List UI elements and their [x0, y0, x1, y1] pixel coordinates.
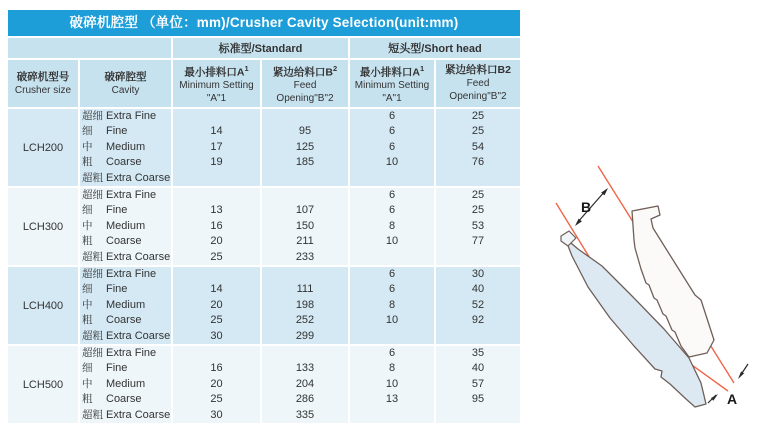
value-cell: 286	[295, 393, 315, 406]
value-cell: 10	[385, 377, 399, 390]
value-cell	[350, 171, 434, 186]
value-cell	[436, 408, 520, 423]
col-header-sh-feed-opening: 紧边给料口B2 Feed Opening"B"2	[436, 60, 520, 107]
value-cell	[350, 329, 434, 344]
cavity-label-en: Extra Fine	[106, 110, 157, 122]
value-cell: 16	[210, 219, 223, 232]
sh-feed-opening-cell	[436, 346, 520, 423]
cavity-label-zh: 细	[82, 283, 93, 296]
value-cell	[262, 188, 348, 203]
cavity-label-en: Extra Fine	[106, 268, 157, 280]
standard-group-header: 标准型/Standard	[173, 38, 348, 58]
cavity-label-zh: 粗	[82, 156, 93, 169]
cavity-row	[80, 377, 171, 392]
value-cell: 150	[295, 219, 315, 232]
cavity-row	[80, 188, 171, 203]
value-cell: 95	[471, 393, 485, 406]
value-cell: 8	[388, 298, 396, 311]
dim-a-arrowhead-upper	[738, 371, 744, 379]
value-cell: 30	[210, 329, 223, 342]
cavity-label-en: Extra Fine	[106, 347, 157, 359]
value-cell	[350, 408, 434, 423]
cavity-row	[80, 124, 171, 139]
value-cell: 40	[471, 283, 485, 296]
value-cell: 299	[295, 329, 315, 342]
cavity-label-zh: 超粗	[82, 171, 103, 184]
sh-min-setting-cell	[350, 267, 434, 344]
cavity-cell	[80, 267, 171, 344]
col-header-zh: 紧边给料口B	[272, 66, 333, 79]
cavity-label-zh: 中	[82, 140, 93, 153]
cavity-label-zh: 中	[82, 219, 93, 232]
std-feed-opening-cell	[262, 267, 348, 344]
value-cell: 8	[388, 362, 396, 375]
value-cell: 25	[210, 314, 223, 327]
cavity-row	[80, 109, 171, 124]
value-cell: 6	[388, 125, 396, 138]
cavity-cell	[80, 188, 171, 265]
cavity-label-en: Coarse	[106, 314, 142, 327]
col-header-sh-min-setting: 最小排料口$A^1$ Minimum Setting "A"1	[350, 60, 434, 107]
sh-feed-opening-cell	[436, 109, 520, 186]
value-cell	[262, 171, 348, 186]
cavity-label-en: Medium	[106, 298, 146, 311]
cavity-label-zh: 超粗	[82, 329, 103, 342]
col-header-std-feed-opening: 紧边给料口$B^2$ Feed Opening"B"2	[262, 60, 348, 107]
value-cell: 10	[385, 314, 399, 327]
crusher-size-label: LCH500	[22, 378, 64, 391]
value-cell	[436, 171, 520, 186]
value-cell: 25	[210, 393, 223, 406]
value-cell: 13	[385, 393, 399, 406]
std-min-setting-cell	[173, 346, 260, 423]
value-cell: 57	[471, 377, 485, 390]
sh-min-setting-cell	[350, 109, 434, 186]
cavity-label-en: Fine	[106, 362, 128, 375]
cavity-row	[80, 313, 171, 328]
value-cell	[262, 267, 348, 282]
cavity-label-en: Extra Fine	[106, 189, 157, 201]
value-cell: 14	[210, 283, 223, 296]
col-header-zh: 最小排料口A	[184, 66, 245, 79]
value-cell	[262, 109, 348, 124]
value-cell: 30	[210, 408, 223, 421]
cavity-label-en: Medium	[106, 219, 146, 232]
crusher-block	[8, 109, 520, 186]
cavity-row	[80, 203, 171, 218]
value-cell: 20	[210, 298, 223, 311]
cavity-label-zh: 超粗	[82, 250, 103, 263]
value-cell: 133	[295, 362, 315, 375]
col-header-en: Feed	[466, 78, 490, 89]
value-cell: 17	[210, 140, 223, 153]
crusher-block	[8, 346, 520, 423]
value-cell: 35	[471, 347, 485, 359]
dim-b-arrowhead-lower	[575, 219, 582, 226]
cavity-label-en: Extra Coarse	[106, 171, 171, 184]
cavity-row	[80, 329, 171, 344]
cavity-label-en: Medium	[106, 140, 146, 153]
cavity-label-zh: 超细	[82, 347, 103, 359]
value-cell: 19	[210, 156, 223, 169]
value-cell: 92	[471, 314, 485, 327]
cavity-row	[80, 267, 171, 282]
crusher-size-cell	[8, 346, 78, 423]
crusher-size-cell	[8, 109, 78, 186]
crusher-block	[8, 188, 520, 265]
col-header-crusher-size	[8, 60, 78, 107]
value-cell: 233	[295, 250, 315, 263]
value-cell	[350, 250, 434, 265]
value-cell: 25	[471, 110, 485, 122]
std-feed-opening-cell	[262, 346, 348, 423]
cavity-row	[80, 234, 171, 249]
value-cell: 211	[296, 235, 314, 248]
value-cell	[173, 188, 260, 203]
std-min-setting-cell	[173, 188, 260, 265]
cavity-row	[80, 250, 171, 265]
col-header-zh: 破碎机型号	[16, 70, 70, 83]
value-cell: 107	[295, 204, 315, 217]
cavity-label-zh: 超细	[82, 110, 103, 122]
crusher-cavity-table	[8, 10, 520, 423]
crusher-size-label: LCH200	[22, 141, 64, 154]
std-feed-opening-cell	[262, 188, 348, 265]
sh-min-setting-cell	[350, 188, 434, 265]
value-cell: 20	[210, 235, 223, 248]
value-cell	[436, 250, 520, 265]
col-header-zh: 破碎腔型	[104, 70, 147, 83]
std-feed-opening-cell	[262, 109, 348, 186]
cavity-label-zh: 中	[82, 298, 93, 311]
value-cell: 8	[388, 219, 396, 232]
cavity-label-zh: 细	[82, 204, 93, 217]
cavity-row	[80, 361, 171, 376]
value-cell: 252	[295, 314, 315, 327]
table-title: 破碎机腔型 （单位：mm)/Crusher Cavity Selection(unit:mm)	[8, 10, 520, 36]
cavity-label-zh: 细	[82, 362, 93, 375]
value-cell: 95	[298, 125, 312, 138]
cavity-label-zh: 粗	[82, 235, 93, 248]
sh-min-setting-cell	[350, 346, 434, 423]
col-header-en: Feed	[293, 80, 317, 92]
shorthead-group-header: 短头型/Short head	[350, 38, 520, 58]
col-header-en: Minimum Setting	[354, 80, 430, 92]
col-header-cavity	[80, 60, 171, 107]
cavity-label-en: Extra Coarse	[106, 329, 171, 342]
value-cell: 13	[210, 204, 223, 217]
cavity-row	[80, 392, 171, 407]
cavity-row	[80, 155, 171, 170]
crusher-block	[8, 267, 520, 344]
cavity-row	[80, 219, 171, 234]
value-cell: 30	[471, 268, 485, 280]
value-cell: 25	[471, 204, 485, 217]
col-header-zh: 紧边给料口B2	[445, 64, 511, 76]
cavity-label-zh: 粗	[82, 314, 93, 327]
value-cell	[173, 109, 260, 124]
cavity-row	[80, 346, 171, 361]
dim-b-label: B	[580, 199, 592, 215]
cavity-label-en: Coarse	[106, 156, 142, 169]
value-cell	[173, 346, 260, 361]
cavity-label-en: Coarse	[106, 235, 142, 248]
crusher-size-label: LCH300	[22, 220, 64, 233]
col-header-en: Crusher size	[14, 84, 72, 96]
cavity-row	[80, 298, 171, 313]
value-cell: 53	[471, 219, 485, 232]
sh-feed-opening-cell	[436, 188, 520, 265]
value-cell: 25	[471, 189, 485, 201]
value-cell: 25	[471, 125, 485, 138]
value-cell: 54	[471, 140, 485, 153]
value-cell: 6	[388, 204, 396, 217]
value-cell: 198	[295, 298, 315, 311]
cavity-label-zh: 超细	[82, 189, 103, 201]
crusher-size-cell	[8, 267, 78, 344]
value-cell: 335	[295, 408, 315, 421]
cavity-label-en: Extra Coarse	[106, 250, 171, 263]
cavity-label-en: Coarse	[106, 393, 142, 406]
value-cell: 204	[295, 377, 315, 390]
table-body	[8, 109, 520, 423]
value-cell: 6	[388, 268, 396, 280]
value-cell: 10	[385, 235, 399, 248]
value-cell	[262, 346, 348, 361]
cavity-label-en: Fine	[106, 204, 128, 217]
value-cell: 76	[471, 156, 485, 169]
cavity-row	[80, 408, 171, 423]
cavity-cell	[80, 346, 171, 423]
value-cell: 111	[296, 283, 314, 296]
sh-feed-opening-cell	[436, 267, 520, 344]
col-header-en: Cavity	[111, 84, 140, 96]
crusher-size-cell	[8, 188, 78, 265]
value-cell: 77	[471, 235, 485, 248]
cavity-row	[80, 282, 171, 297]
cavity-row	[80, 140, 171, 155]
value-cell: 10	[385, 156, 399, 169]
value-cell: 14	[210, 125, 223, 138]
value-cell: 52	[471, 298, 485, 311]
value-cell	[173, 171, 260, 186]
col-header-zh: 最小排料口A	[359, 66, 420, 79]
value-cell: 6	[388, 189, 396, 201]
concave-tip-cap	[561, 231, 576, 246]
value-cell: 16	[210, 362, 223, 375]
col-header-en: Minimum Setting	[179, 80, 254, 92]
value-cell: 25	[210, 250, 223, 263]
std-min-setting-cell	[173, 109, 260, 186]
cavity-label-en: Fine	[106, 125, 128, 138]
col-header-std-min-setting: 最小排料口$A^1$ Minimum Setting "A"1	[173, 60, 260, 107]
cavity-label-zh: 超粗	[82, 408, 103, 421]
type-row-spacer	[8, 38, 171, 58]
value-cell	[436, 329, 520, 344]
cavity-label-zh: 粗	[82, 393, 93, 406]
value-cell: 6	[388, 110, 396, 122]
value-cell: 40	[471, 362, 485, 375]
cavity-label-zh: 中	[82, 377, 93, 390]
cavity-type-header-row	[8, 38, 520, 58]
cavity-label-en: Medium	[106, 377, 146, 390]
cavity-label-zh: 超细	[82, 268, 103, 280]
cavity-label-en: Extra Coarse	[106, 408, 171, 421]
cavity-diagram	[548, 150, 766, 442]
value-cell: 20	[210, 377, 223, 390]
value-cell: 185	[295, 156, 315, 169]
column-header-row	[8, 60, 520, 107]
cavity-row	[80, 171, 171, 186]
cavity-cell	[80, 109, 171, 186]
value-cell: 6	[388, 283, 396, 296]
value-cell: 6	[388, 347, 396, 359]
value-cell: 125	[295, 140, 315, 153]
dim-a-label: A	[727, 391, 738, 407]
value-cell	[173, 267, 260, 282]
cavity-label-zh: 细	[82, 125, 93, 138]
std-min-setting-cell	[173, 267, 260, 344]
crusher-size-label: LCH400	[22, 299, 64, 312]
cavity-label-en: Fine	[106, 283, 128, 296]
value-cell: 6	[388, 140, 396, 153]
